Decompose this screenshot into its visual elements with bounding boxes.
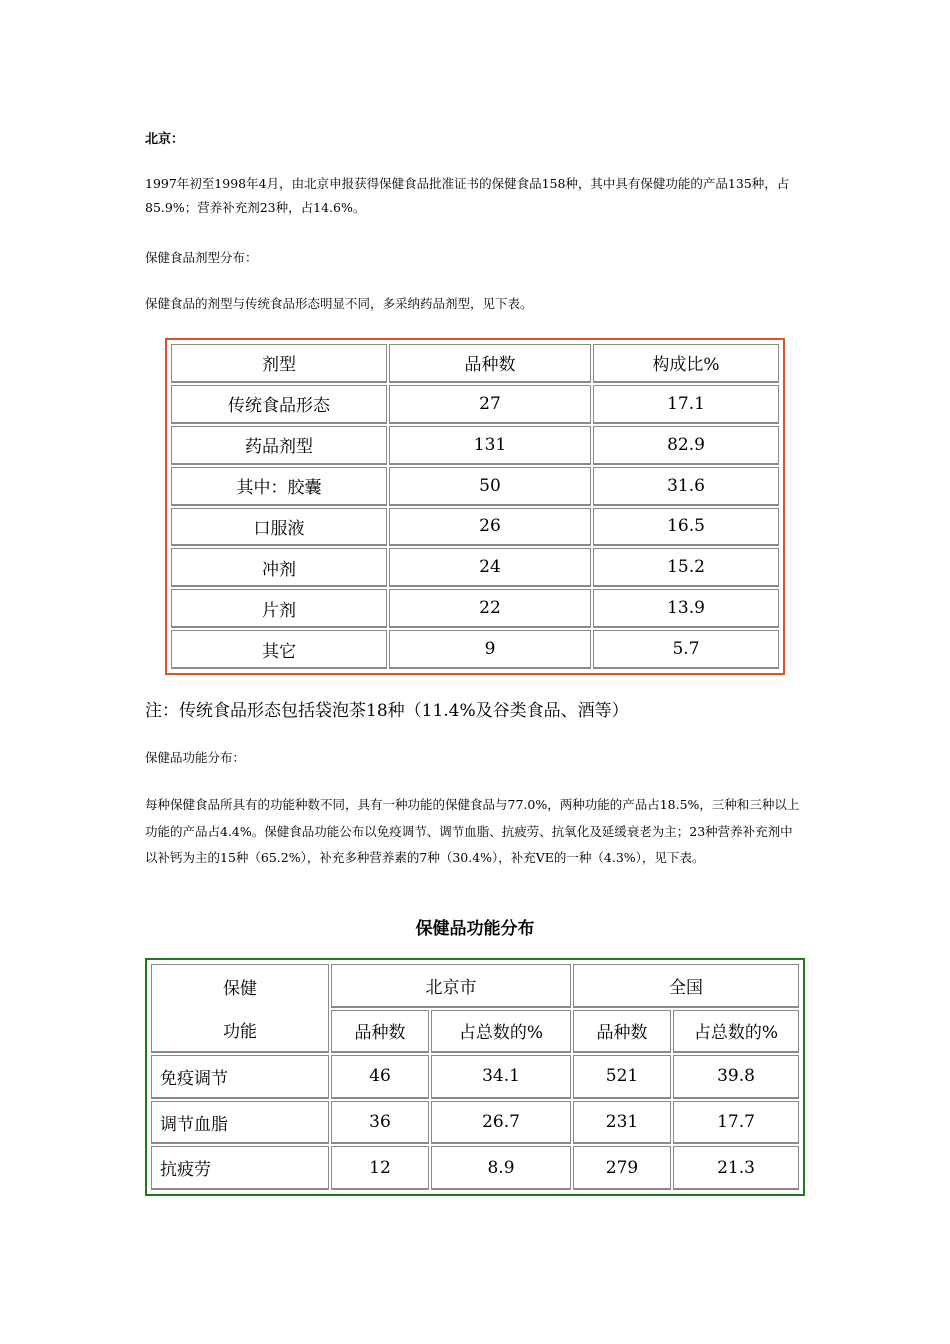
subheader-cell: 占总数的% (431, 1010, 571, 1054)
table-cell: 22 (389, 589, 591, 628)
table-cell: 82.9 (593, 426, 779, 465)
header-cell: 剂型 (171, 344, 387, 383)
dosage-form-paragraph: 保健食品的剂型与传统食品形态明显不同，多采纳药品剂型，见下表。 (145, 296, 533, 311)
table-cell: 5.7 (593, 630, 779, 669)
table-cell: 231 (573, 1101, 671, 1145)
table-cell: 其它 (171, 630, 387, 669)
table-header-row (151, 964, 799, 1008)
table-note: 注：传统食品形态包括袋泡茶18种（11.4%及谷类食品、酒等） (145, 701, 629, 721)
table-cell: 36 (331, 1101, 429, 1145)
table-cell: 16.5 (593, 508, 779, 547)
group-header-cell: 北京市 (331, 964, 571, 1008)
dosage-form-subheading: 保健食品剂型分布： (145, 250, 258, 265)
table-row (151, 1101, 799, 1145)
table-cell: 抗疲劳 (151, 1146, 329, 1190)
table-row (171, 385, 779, 424)
table-cell: 521 (573, 1055, 671, 1099)
intro-paragraph: 1997年初至1998年4月，由北京申报获得保健食品批准证书的保健食品158种，其中具有保健功能的产品135种，占85.9%；营养补充剂23种，占14.6%。 (145, 176, 790, 215)
row-header-bottom: 功能 (223, 1022, 257, 1043)
table-cell: 39.8 (673, 1055, 799, 1099)
table-cell: 46 (331, 1055, 429, 1099)
table-cell: 31.6 (593, 467, 779, 506)
table-cell: 口服液 (171, 508, 387, 547)
table-cell: 其中：胶囊 (171, 467, 387, 506)
table-cell: 免疫调节 (151, 1055, 329, 1099)
table-caption: 保健品功能分布 (415, 919, 535, 939)
table-cell: 27 (389, 385, 591, 424)
table-cell: 17.7 (673, 1101, 799, 1145)
dosage-form-table (165, 338, 785, 675)
table-cell: 8.9 (431, 1146, 571, 1190)
table-cell: 片剂 (171, 589, 387, 628)
table-row (171, 548, 779, 587)
row-header-top: 保健 (223, 979, 257, 1000)
function-subheading: 保健品功能分布： (145, 750, 246, 765)
group-header-cell: 全国 (573, 964, 799, 1008)
table-header-row (171, 344, 779, 383)
function-table (145, 958, 805, 1196)
table-cell: 26.7 (431, 1101, 571, 1145)
table-cell: 34.1 (431, 1055, 571, 1099)
header-cell: 品种数 (389, 344, 591, 383)
table-cell: 26 (389, 508, 591, 547)
table-cell: 131 (389, 426, 591, 465)
table-cell: 传统食品形态 (171, 385, 387, 424)
table-cell: 17.1 (593, 385, 779, 424)
subheader-cell: 品种数 (573, 1010, 671, 1054)
table-cell: 21.3 (673, 1146, 799, 1190)
table-row (171, 630, 779, 669)
table-row (171, 426, 779, 465)
table-cell: 药品剂型 (171, 426, 387, 465)
subheader-cell: 品种数 (331, 1010, 429, 1054)
table-cell: 9 (389, 630, 591, 669)
table-cell: 12 (331, 1146, 429, 1190)
header-cell: 构成比% (593, 344, 779, 383)
table-cell: 13.9 (593, 589, 779, 628)
table-row (151, 1146, 799, 1190)
table-cell: 50 (389, 467, 591, 506)
table-row (151, 1055, 799, 1099)
row-header-cell (151, 964, 329, 1053)
table-row (171, 589, 779, 628)
subheader-cell: 占总数的% (673, 1010, 799, 1054)
section-heading: 北京： (145, 132, 185, 147)
table-cell: 调节血脂 (151, 1101, 329, 1145)
table-row (171, 467, 779, 506)
table-cell: 冲剂 (171, 548, 387, 587)
table-row (171, 508, 779, 547)
function-paragraph: 每种保健食品所具有的功能种数不同，具有一种功能的保健食品与77.0%，两种功能的产品占18.5%，三种和三种以上功能的产品占4.4%。保健食品功能公布以免疫调节、调节血脂、抗疲劳、抗氧化及延缓衰老为主；23种营养补充剂中以补钙为主的15种（65.2%），补充多种营养素的7种（30.4%），补充VE的一种（4.3%），见下表。 (145, 797, 800, 865)
table-cell: 24 (389, 548, 591, 587)
table-cell: 279 (573, 1146, 671, 1190)
table-cell: 15.2 (593, 548, 779, 587)
